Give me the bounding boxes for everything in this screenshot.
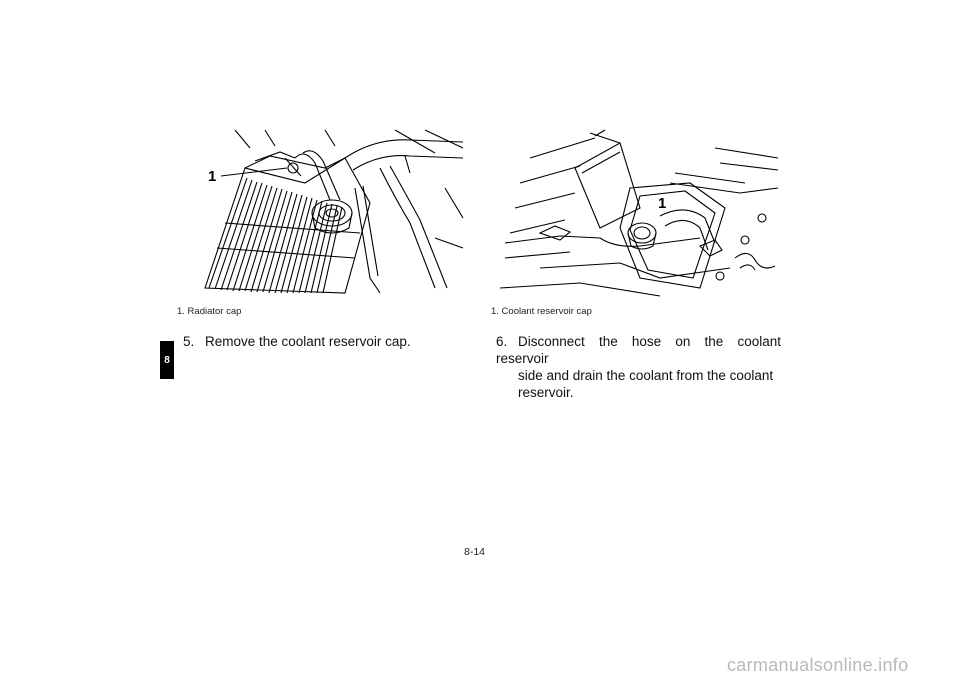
step-5-number: 5. [183,334,195,349]
chapter-tab [160,341,174,379]
watermark: carmanualsonline.info [727,655,909,675]
step-5-text: Remove the coolant reservoir cap. [205,334,411,349]
figure-right-callout: 1 [658,195,667,212]
step-6-number: 6. [496,334,508,349]
step-5 [183,333,411,350]
step-6-line-2: side and drain the coolant from the coolant [518,368,774,383]
figure-left-caption: 1. Radiator cap [177,306,242,317]
step-6-line-1: Disconnect the hose on the coolant reservoir [496,334,781,366]
figure-right-caption: 1. Coolant reservoir cap [491,306,592,317]
step-6 [496,333,781,401]
figure-left-callout: 1 [208,168,217,185]
chapter-tab-number: 8 [164,354,170,366]
radiator-illustration [195,128,465,298]
page-number: 8-14 [464,546,486,558]
coolant-reservoir-illustration [500,128,778,298]
step-6-line-3: reservoir. [518,385,574,400]
